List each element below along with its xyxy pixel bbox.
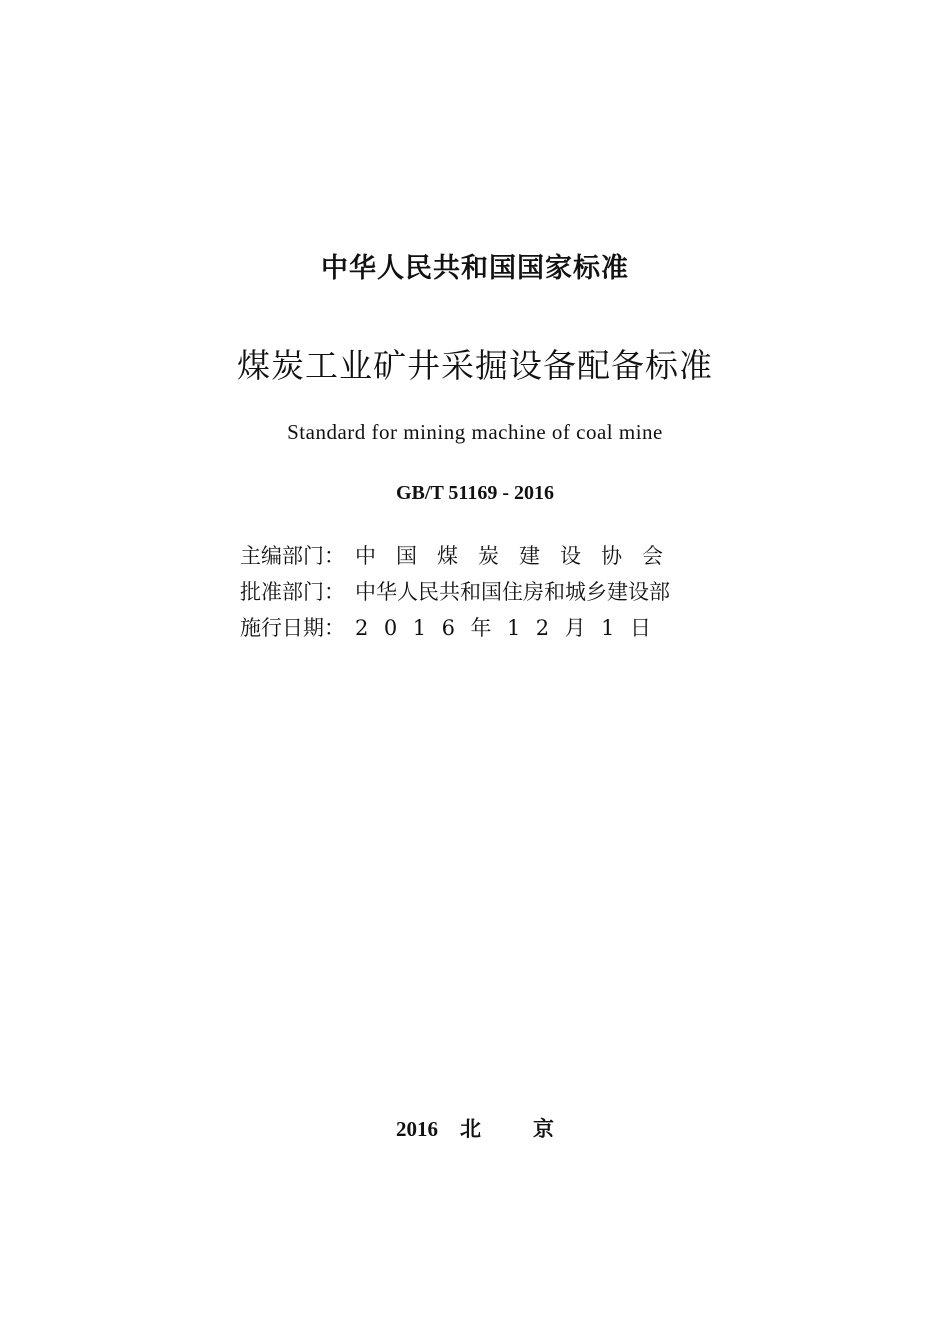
publication-footer [0, 1113, 950, 1143]
publication-info [240, 540, 720, 648]
document-title-chinese: 煤炭工业矿井采掘设备配备标准 [237, 346, 713, 385]
publication-city: 北京 [460, 1116, 606, 1141]
approver-value: 中华人民共和国住房和城乡建设部 [355, 580, 670, 604]
approver-label: 批准部门： [240, 580, 345, 604]
effective-date-row [240, 612, 720, 648]
editor-label: 主编部门： [240, 544, 345, 568]
publication-year: 2016 [396, 1117, 438, 1141]
standard-code: GB/T 51169 - 2016 [396, 482, 554, 504]
effective-date-label: 施行日期： [240, 616, 345, 640]
approver-row [240, 576, 720, 612]
effective-date-value: 2016年12月1日 [355, 616, 667, 640]
editor-value: 中国煤炭建设协会 [355, 544, 683, 568]
editor-row [240, 540, 720, 576]
document-title-english: Standard for mining machine of coal mine [287, 420, 663, 444]
national-standard-heading: 中华人民共和国国家标准 [321, 253, 629, 284]
